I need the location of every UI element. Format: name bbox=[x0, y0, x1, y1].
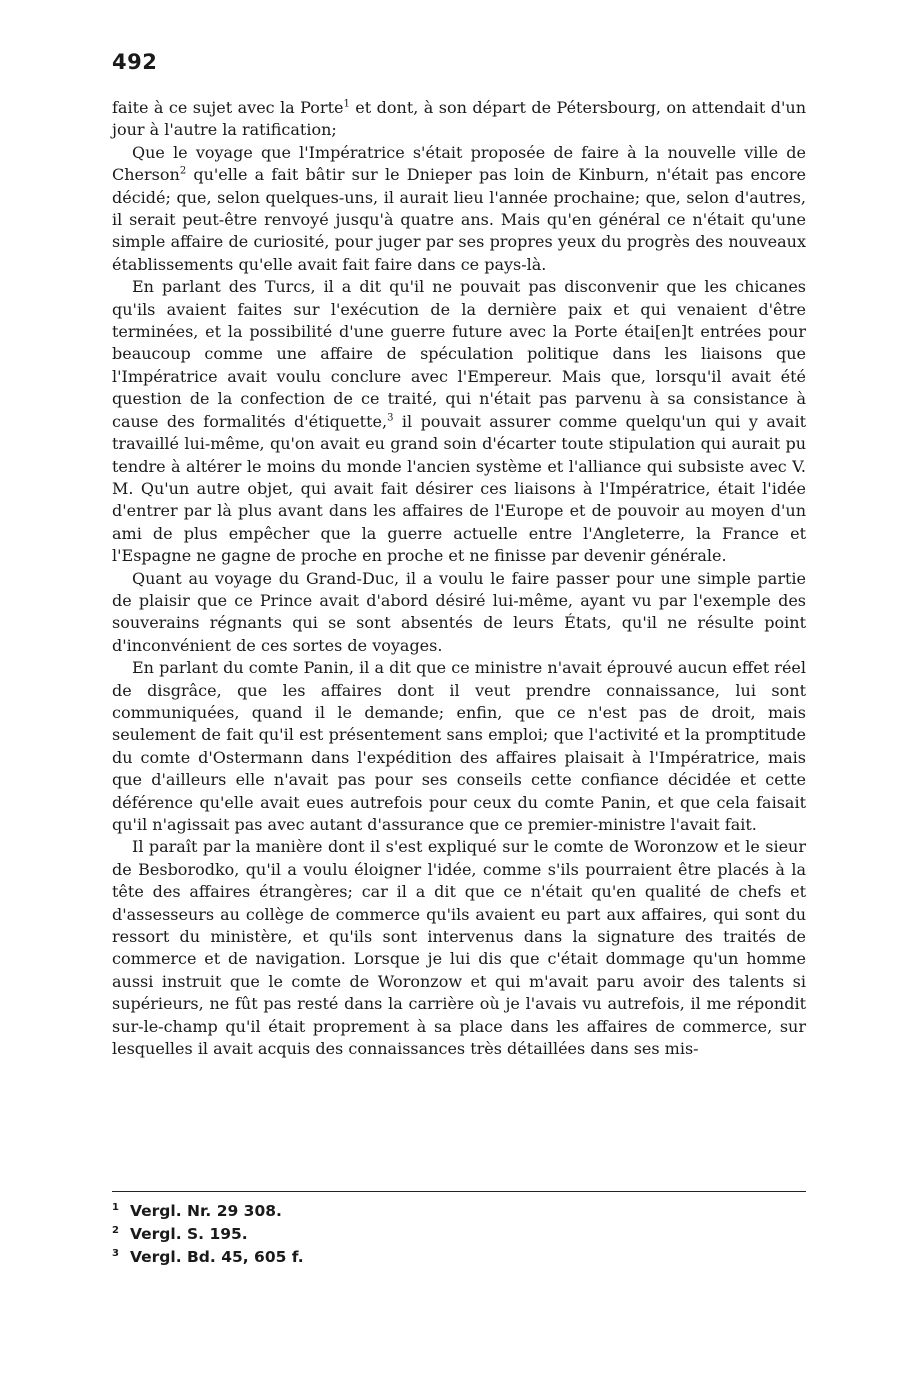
footnote-ref-1: 1 bbox=[343, 98, 350, 110]
footnote-text: Vergl. Nr. 29 308. bbox=[130, 1202, 282, 1220]
text-segment: En parlant des Turcs, il a dit qu'il ne pouvait pas disconvenir que les chicanes qu'ils avaient faites sur l'exécution de la dernière paix et qui venaient d'être terminées, et la possibilité d'une guerre future avec la Porte étai[en]t entrées pour beaucoup comme une affaire de spéculation politique dans les liaisons que l'Impératrice avait voulu conclure avec l'Empereur. Mais que, lorsqu'il avait été question de la confection de ce traité, qui n'était pas parvenu à sa consistance à cause des formalités d'étiquette, bbox=[112, 277, 806, 431]
text-segment: qu'elle a fait bâtir sur le Dnieper pas loin de Kinburn, n'était pas encore décidé; que, selon quelques-uns, il aurait lieu l'année prochaine; que, selon d'autres, il serait peut-être renvoyé jusqu'à quatre ans. Mais qu'en général ce n'était qu'une simple affaire de curiosité, pour juger par ses propres yeux du progrès des nouveaux établissements qu'elle avait fait faire dans ce pays-là. bbox=[112, 165, 806, 274]
paragraph-2 bbox=[112, 142, 806, 276]
paragraph-6 bbox=[112, 836, 806, 1060]
text-segment: faite à ce sujet avec la Porte bbox=[112, 98, 344, 117]
text-segment: Il paraît par la manière dont il s'est expliqué sur le comte de Woronzow et le sieur de Besborodko, qu'il a voulu éloigner l'idée, comme s'ils pourraient être placés à la tête des affaires étrangères; car il a dit que ce n'était qu'en qualité de chefs et d'assesseurs au collège de commerce qu'ils avaient eu part aux affaires, qui sont du ressort du ministère, et qu'ils sont intervenus dans la signature des traités de commerce et de navigation. Lorsque je lui dis que c'était dommage qu'un homme aussi instruit que le comte de Woronzow et qui m'avait paru avoir des talents si supérieurs, ne fût pas resté dans la carrière où je l'avais vu autrefois, il me répondit sur-le-champ qu'il était proprement à sa place dans les affaires de commerce, sur lesquelles il avait acquis des connaissances très détaillées dans ses mis- bbox=[112, 837, 806, 1059]
text-segment: En parlant du comte Panin, il a dit que ce ministre n'avait éprouvé aucun effet réel de disgrâce, que les affaires dont il veut prendre connaissance, lui sont communiquées, quand il le demande; enfin, que ce n'est pas de droit, mais seulement de fait qu'il est présentement sans emploi; que l'activité et la promptitude du comte d'Ostermann dans l'expédition des affaires plaisait à l'Impératrice, mais que d'ailleurs elle n'avait pas pour ses conseils cette confiance décidée et cette déférence qu'elle avait eues autrefois pour ceux du comte Panin, et que cela faisait qu'il n'agissait pas avec autant d'assurance que ce premier-ministre l'avait fait. bbox=[112, 658, 806, 834]
footnote-ref-3: 3 bbox=[387, 412, 394, 424]
paragraph-1 bbox=[112, 97, 806, 142]
footnote-1: 1 Vergl. Nr. 29 308. bbox=[112, 1201, 282, 1220]
footnote-text: Vergl. Bd. 45, 605 f. bbox=[130, 1248, 304, 1266]
footnote-divider bbox=[112, 1191, 806, 1192]
paragraph-4 bbox=[112, 568, 806, 658]
footnote-2: 2 Vergl. S. 195. bbox=[112, 1224, 248, 1243]
footnote-text: Vergl. S. 195. bbox=[130, 1225, 248, 1243]
text-segment: et dont, à son départ de Pétersbourg, on attendait d'un jour à l'autre la ratification; bbox=[112, 98, 806, 140]
footnote-ref-2: 2 bbox=[179, 165, 187, 177]
page-number: 492 bbox=[112, 50, 158, 74]
footnote-3: 3 Vergl. Bd. 45, 605 f. bbox=[112, 1247, 304, 1266]
paragraph-3 bbox=[112, 276, 806, 567]
footnotes bbox=[112, 1200, 806, 1269]
text-segment: Que le voyage que l'Impératrice s'était proposée de faire à la nouvelle ville de Cherson bbox=[112, 142, 806, 185]
text-segment: Quant au voyage du Grand-Duc, il a voulu le faire passer pour une simple partie de plaisir que ce Prince avait d'abord désiré lui-même, ayant vu par l'exemple des souverains régnants qui se sont absentés de leurs États, qu'il ne résulte point d'inconvénient de ces sortes de voyages. bbox=[112, 568, 806, 655]
body-text bbox=[112, 97, 806, 1060]
text-segment: il pouvait assurer comme quelqu'un qui y avait travaillé lui-même, qu'on avait eu grand soin d'écarter toute stipulation qui aurait pu tendre à altérer le moins du monde l'ancien système et l'alliance qui subsiste avec V. M. Qu'un autre objet, qui avait fait désirer ces liaisons à l'Impératrice, était l'idée d'entrer par là plus avant dans les affaires de l'Europe et de pouvoir au moyen d'un ami de plus empêcher que la guerre actuelle entre l'Angleterre, la France et l'Espagne ne gagne de proche en proche et ne finisse par devenir générale. bbox=[112, 411, 807, 566]
paragraph-5 bbox=[112, 657, 806, 836]
